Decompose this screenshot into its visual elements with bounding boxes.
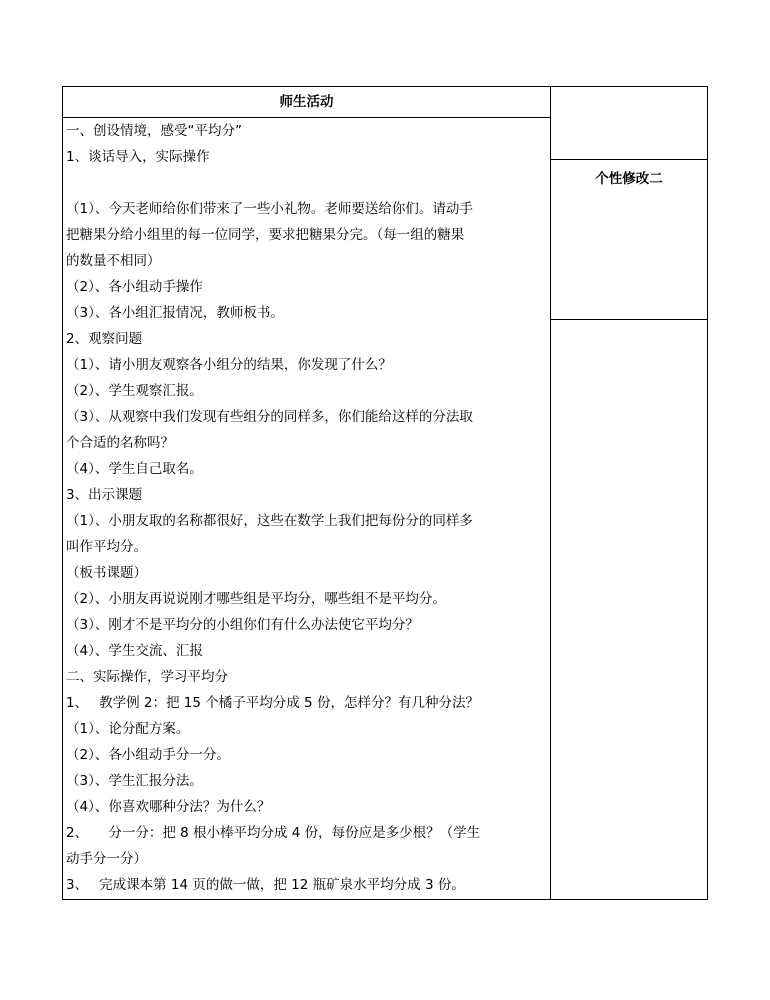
content-line: 3、出示课题: [66, 487, 143, 503]
content-line: （4）、学生交流、汇报: [66, 643, 203, 659]
content-line: 2、观察问题: [66, 331, 143, 347]
content-line: （3）、学生汇报分法。: [66, 773, 203, 789]
content-line: 二、实际操作，学习平均分: [66, 669, 228, 685]
content-line: （3）、从观察中我们发现有些组分的同样多，你们能给这样的分法取: [66, 409, 473, 425]
content-line: 叫作平均分。: [66, 539, 147, 555]
activity-content: [66, 118, 544, 898]
content-line: 1、谈话导入，实际操作: [66, 149, 210, 165]
content-line: （2）、学生观察汇报。: [66, 383, 203, 399]
content-line: （3）、刚才不是平均分的小组你们有什么办法使它平均分？: [66, 617, 419, 633]
lesson-table: [62, 86, 708, 900]
content-line: （2）、小朋友再说说刚才哪些组是平均分，哪些组不是平均分。: [66, 591, 446, 607]
content-line: 2、 分一分：把 8 根小棒平均分成 4 份，每份应是多少根？（学生: [66, 825, 481, 841]
content-line: 动手分一分）: [66, 851, 147, 867]
content-line: 个合适的名称吗？: [66, 435, 174, 451]
content-line: 一、创设情境，感受“平均分”: [66, 123, 242, 139]
table-header-teacher-student-activity: 师生活动: [279, 94, 334, 110]
content-line: （1）、请小朋友观察各小组分的结果，你发现了什么？: [66, 357, 392, 373]
content-line: 3、 完成课本第 14 页的做一做，把 12 瓶矿泉水平均分成 3 份。: [66, 877, 465, 893]
side-header-personal-revision: 个性修改二: [595, 171, 663, 187]
content-line: （1）、小朋友取的名称都很好，这些在数学上我们把每份分的同样多: [66, 513, 473, 529]
content-line: （4）、学生自己取名。: [66, 461, 203, 477]
content-line: 的数量不相同）: [66, 253, 161, 269]
content-line: （4）、你喜欢哪种分法？为什么？: [66, 799, 271, 815]
content-line: （板书课题）: [66, 565, 147, 581]
content-line: （1）、今天老师给你们带来了一些小礼物。老师要送给你们。请动手: [66, 201, 473, 217]
content-line: （2）、各小组动手操作: [66, 279, 203, 295]
content-line: [66, 170, 544, 196]
content-line: 把糖果分给小组里的每一位同学，要求把糖果分完。（每一组的糖果: [66, 227, 465, 243]
content-line: （1）、论分配方案。: [66, 721, 190, 737]
content-line: （2）、各小组动手分一分。: [66, 747, 230, 763]
content-line: （3）、各小组汇报情况，教师板书。: [66, 305, 284, 321]
content-line: 1、 教学例 2：把 15 个橘子平均分成 5 份，怎样分？有几种分法？: [66, 695, 479, 711]
